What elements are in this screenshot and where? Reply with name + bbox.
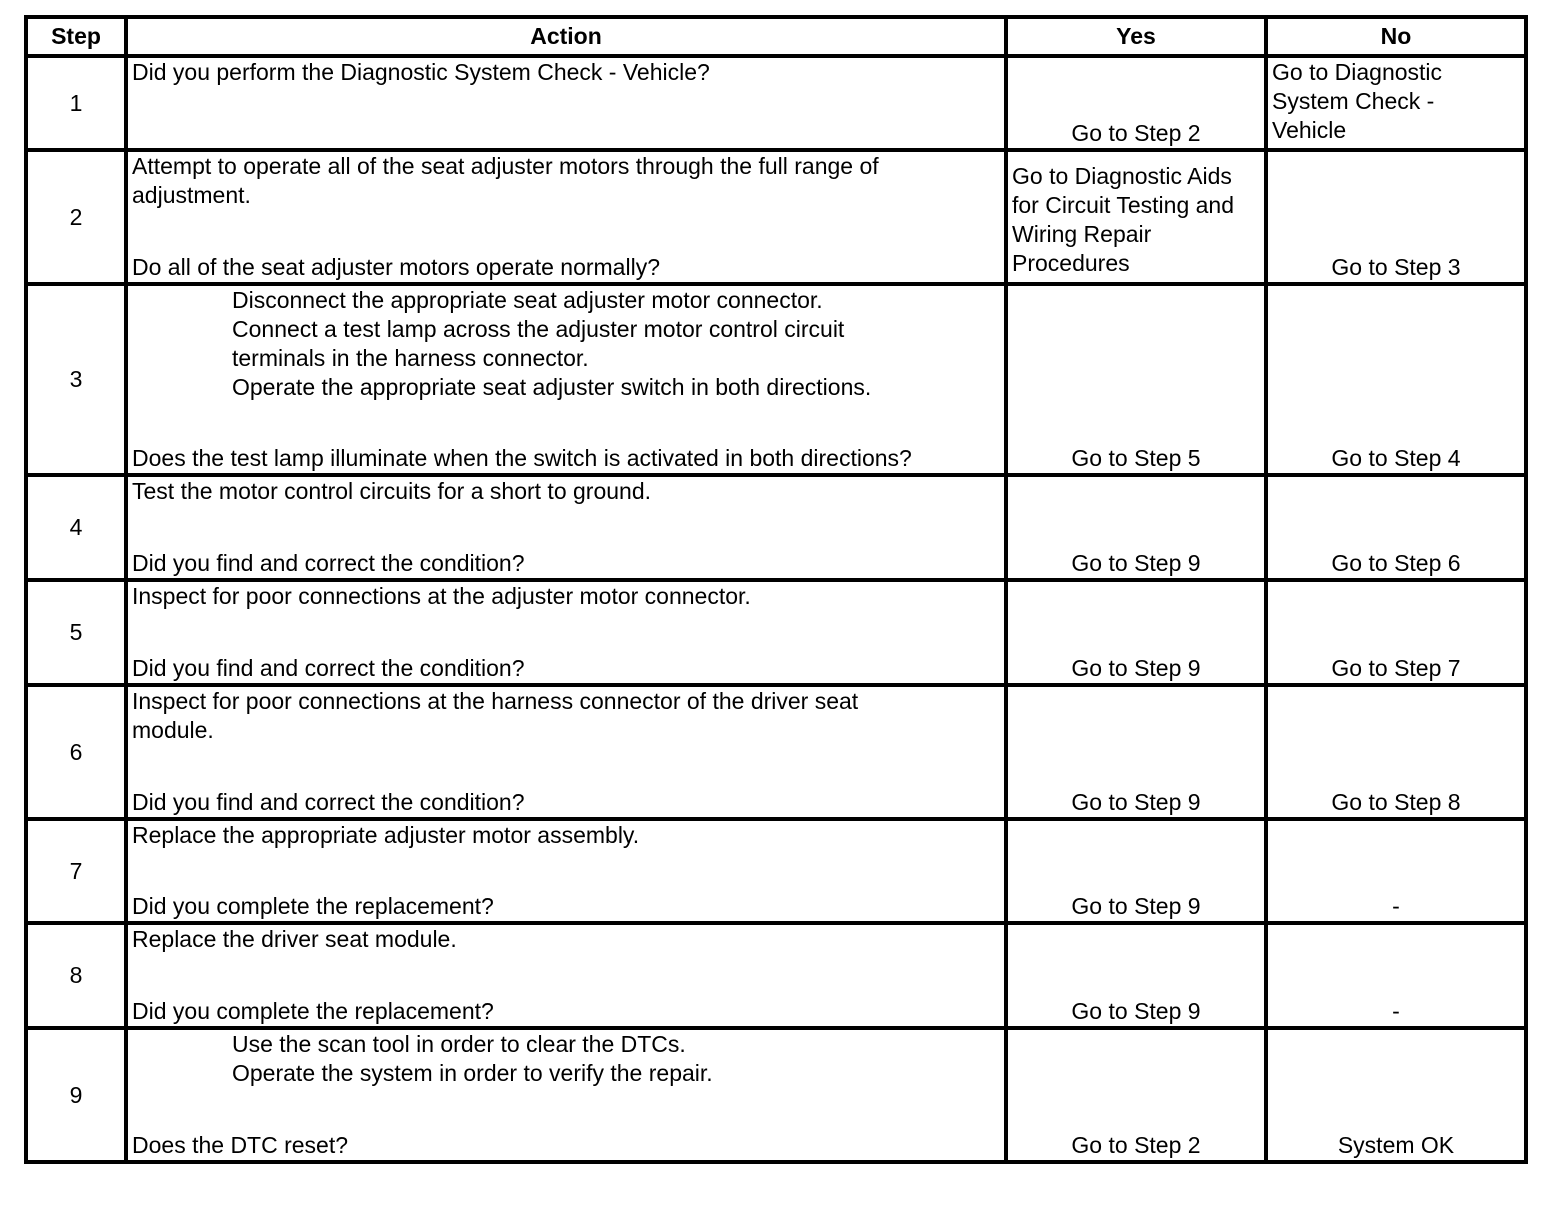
step-number: 3	[26, 284, 126, 475]
yes-result: Go to Step 5	[1071, 445, 1201, 471]
no-result: System Check -	[1272, 88, 1435, 114]
action-text: module.	[132, 717, 214, 743]
action-content	[132, 1030, 1000, 1160]
yes-result-block	[1012, 654, 1260, 683]
no-result-block	[1272, 58, 1520, 145]
no-cell	[1266, 475, 1526, 580]
no-result: Go to Step 4	[1331, 445, 1461, 471]
step-number: 1	[26, 56, 126, 150]
yes-cell	[1006, 819, 1266, 923]
table-row	[26, 150, 1526, 284]
no-content	[1272, 687, 1520, 817]
no-result-block	[1272, 444, 1520, 473]
yes-cell	[1006, 923, 1266, 1028]
no-result-block	[1272, 892, 1520, 921]
no-result: Go to Step 3	[1331, 254, 1461, 280]
yes-result: Go to Step 2	[1071, 1132, 1201, 1158]
no-result: Go to Step 8	[1331, 789, 1461, 815]
yes-content	[1012, 821, 1260, 921]
yes-cell	[1006, 685, 1266, 819]
action-question: Did you find and correct the condition?	[132, 789, 525, 815]
step-number: 5	[26, 580, 126, 685]
no-content	[1272, 286, 1520, 473]
no-result-block	[1272, 253, 1520, 282]
step-number: 4	[26, 475, 126, 580]
action-question: Did you complete the replacement?	[132, 893, 494, 919]
diagnostic-table	[24, 15, 1528, 1164]
no-result: Go to Diagnostic	[1272, 59, 1443, 85]
action-cell	[126, 580, 1006, 685]
action-substep: Use the scan tool in order to clear the DTCs.	[232, 1031, 686, 1057]
table-row	[26, 475, 1526, 580]
no-result-block	[1272, 654, 1520, 683]
no-cell	[1266, 580, 1526, 685]
no-cell	[1266, 56, 1526, 150]
no-cell	[1266, 685, 1526, 819]
yes-result: for Circuit Testing and	[1012, 192, 1235, 218]
yes-cell	[1006, 284, 1266, 475]
no-content	[1272, 1030, 1520, 1160]
action-content	[132, 582, 1000, 683]
yes-result-block	[1012, 997, 1260, 1026]
no-content	[1272, 582, 1520, 683]
yes-cell	[1006, 580, 1266, 685]
action-question: Do all of the seat adjuster motors operate normally?	[132, 254, 660, 280]
action-text: Replace the driver seat module.	[132, 926, 457, 952]
no-cell	[1266, 150, 1526, 284]
no-result-block	[1272, 997, 1520, 1026]
step-number: 2	[26, 150, 126, 284]
yes-content	[1012, 687, 1260, 817]
no-result-block	[1272, 788, 1520, 817]
yes-cell	[1006, 1028, 1266, 1162]
yes-cell	[1006, 475, 1266, 580]
yes-content	[1012, 925, 1260, 1026]
yes-result: Go to Step 2	[1071, 120, 1201, 146]
yes-content	[1012, 1030, 1260, 1160]
table-row	[26, 685, 1526, 819]
action-content	[132, 925, 1000, 1026]
yes-content	[1012, 286, 1260, 473]
yes-result-block	[1012, 152, 1260, 278]
table-row	[26, 923, 1526, 1028]
action-question: Did you find and correct the condition?	[132, 655, 525, 681]
yes-result: Wiring Repair	[1012, 221, 1152, 247]
yes-result: Go to Step 9	[1071, 550, 1201, 576]
action-cell	[126, 819, 1006, 923]
action-cell	[126, 475, 1006, 580]
action-content	[132, 58, 1000, 148]
step-number: 6	[26, 685, 126, 819]
no-result: Vehicle	[1272, 117, 1347, 143]
action-text: Attempt to operate all of the seat adjuster motors through the full range of	[132, 153, 879, 179]
action-text: Replace the appropriate adjuster motor assembly.	[132, 822, 640, 848]
yes-result-block	[1012, 1131, 1260, 1160]
no-result: Go to Step 7	[1331, 655, 1461, 681]
no-result: Go to Step 6	[1331, 550, 1461, 576]
action-substep: Operate the appropriate seat adjuster switch in both directions.	[232, 374, 872, 400]
step-number: 8	[26, 923, 126, 1028]
action-cell	[126, 284, 1006, 475]
yes-result-block	[1012, 892, 1260, 921]
action-substep: Connect a test lamp across the adjuster motor control circuit	[232, 316, 845, 342]
action-content	[132, 286, 1000, 473]
no-content	[1272, 925, 1520, 1026]
yes-content	[1012, 477, 1260, 578]
header-action: Action	[126, 17, 1006, 56]
no-result: -	[1392, 998, 1400, 1024]
action-text: Inspect for poor connections at the harness connector of the driver seat	[132, 688, 859, 714]
action-content	[132, 821, 1000, 921]
yes-cell	[1006, 150, 1266, 284]
action-text: Inspect for poor connections at the adjuster motor connector.	[132, 583, 751, 609]
step-number: 9	[26, 1028, 126, 1162]
header-yes: Yes	[1006, 17, 1266, 56]
action-question: Did you find and correct the condition?	[132, 550, 525, 576]
table-row	[26, 819, 1526, 923]
no-result: -	[1392, 893, 1400, 919]
action-text: Did you perform the Diagnostic System Check - Vehicle?	[132, 59, 710, 85]
no-content	[1272, 821, 1520, 921]
table-row	[26, 284, 1526, 475]
step-number: 7	[26, 819, 126, 923]
yes-result: Procedures	[1012, 250, 1130, 276]
yes-result-block	[1012, 444, 1260, 473]
table-row	[26, 1028, 1526, 1162]
no-result-block	[1272, 1131, 1520, 1160]
action-substep: terminals in the harness connector.	[232, 345, 589, 371]
action-question: Did you complete the replacement?	[132, 998, 494, 1024]
no-result-block	[1272, 549, 1520, 578]
yes-cell	[1006, 56, 1266, 150]
no-cell	[1266, 1028, 1526, 1162]
action-question: Does the DTC reset?	[132, 1132, 349, 1158]
action-cell	[126, 923, 1006, 1028]
action-content	[132, 687, 1000, 817]
action-cell	[126, 56, 1006, 150]
header-no: No	[1266, 17, 1526, 56]
action-text: adjustment.	[132, 182, 251, 208]
action-cell	[126, 1028, 1006, 1162]
header-row	[26, 17, 1526, 56]
action-substep: Disconnect the appropriate seat adjuster motor connector.	[232, 287, 823, 313]
action-substep: Operate the system in order to verify the repair.	[232, 1060, 713, 1086]
header-step: Step	[26, 17, 126, 56]
yes-result-block	[1012, 119, 1260, 148]
action-content	[132, 477, 1000, 578]
no-cell	[1266, 284, 1526, 475]
yes-content	[1012, 582, 1260, 683]
action-cell	[126, 150, 1006, 284]
yes-result-block	[1012, 549, 1260, 578]
no-content	[1272, 58, 1520, 148]
no-content	[1272, 477, 1520, 578]
table-row	[26, 56, 1526, 150]
yes-result-block	[1012, 788, 1260, 817]
no-cell	[1266, 819, 1526, 923]
action-text: Test the motor control circuits for a short to ground.	[132, 478, 652, 504]
action-cell	[126, 685, 1006, 819]
action-content	[132, 152, 1000, 282]
no-cell	[1266, 923, 1526, 1028]
no-content	[1272, 152, 1520, 282]
table-body	[26, 56, 1526, 1162]
action-question: Does the test lamp illuminate when the switch is activated in both directions?	[132, 445, 912, 471]
yes-result: Go to Step 9	[1071, 655, 1201, 681]
table-row	[26, 580, 1526, 685]
yes-result: Go to Step 9	[1071, 998, 1201, 1024]
yes-content	[1012, 152, 1260, 282]
yes-result: Go to Step 9	[1071, 789, 1201, 815]
yes-content	[1012, 58, 1260, 148]
yes-result: Go to Diagnostic Aids	[1012, 163, 1232, 189]
no-result: System OK	[1337, 1132, 1455, 1158]
yes-result: Go to Step 9	[1071, 893, 1201, 919]
